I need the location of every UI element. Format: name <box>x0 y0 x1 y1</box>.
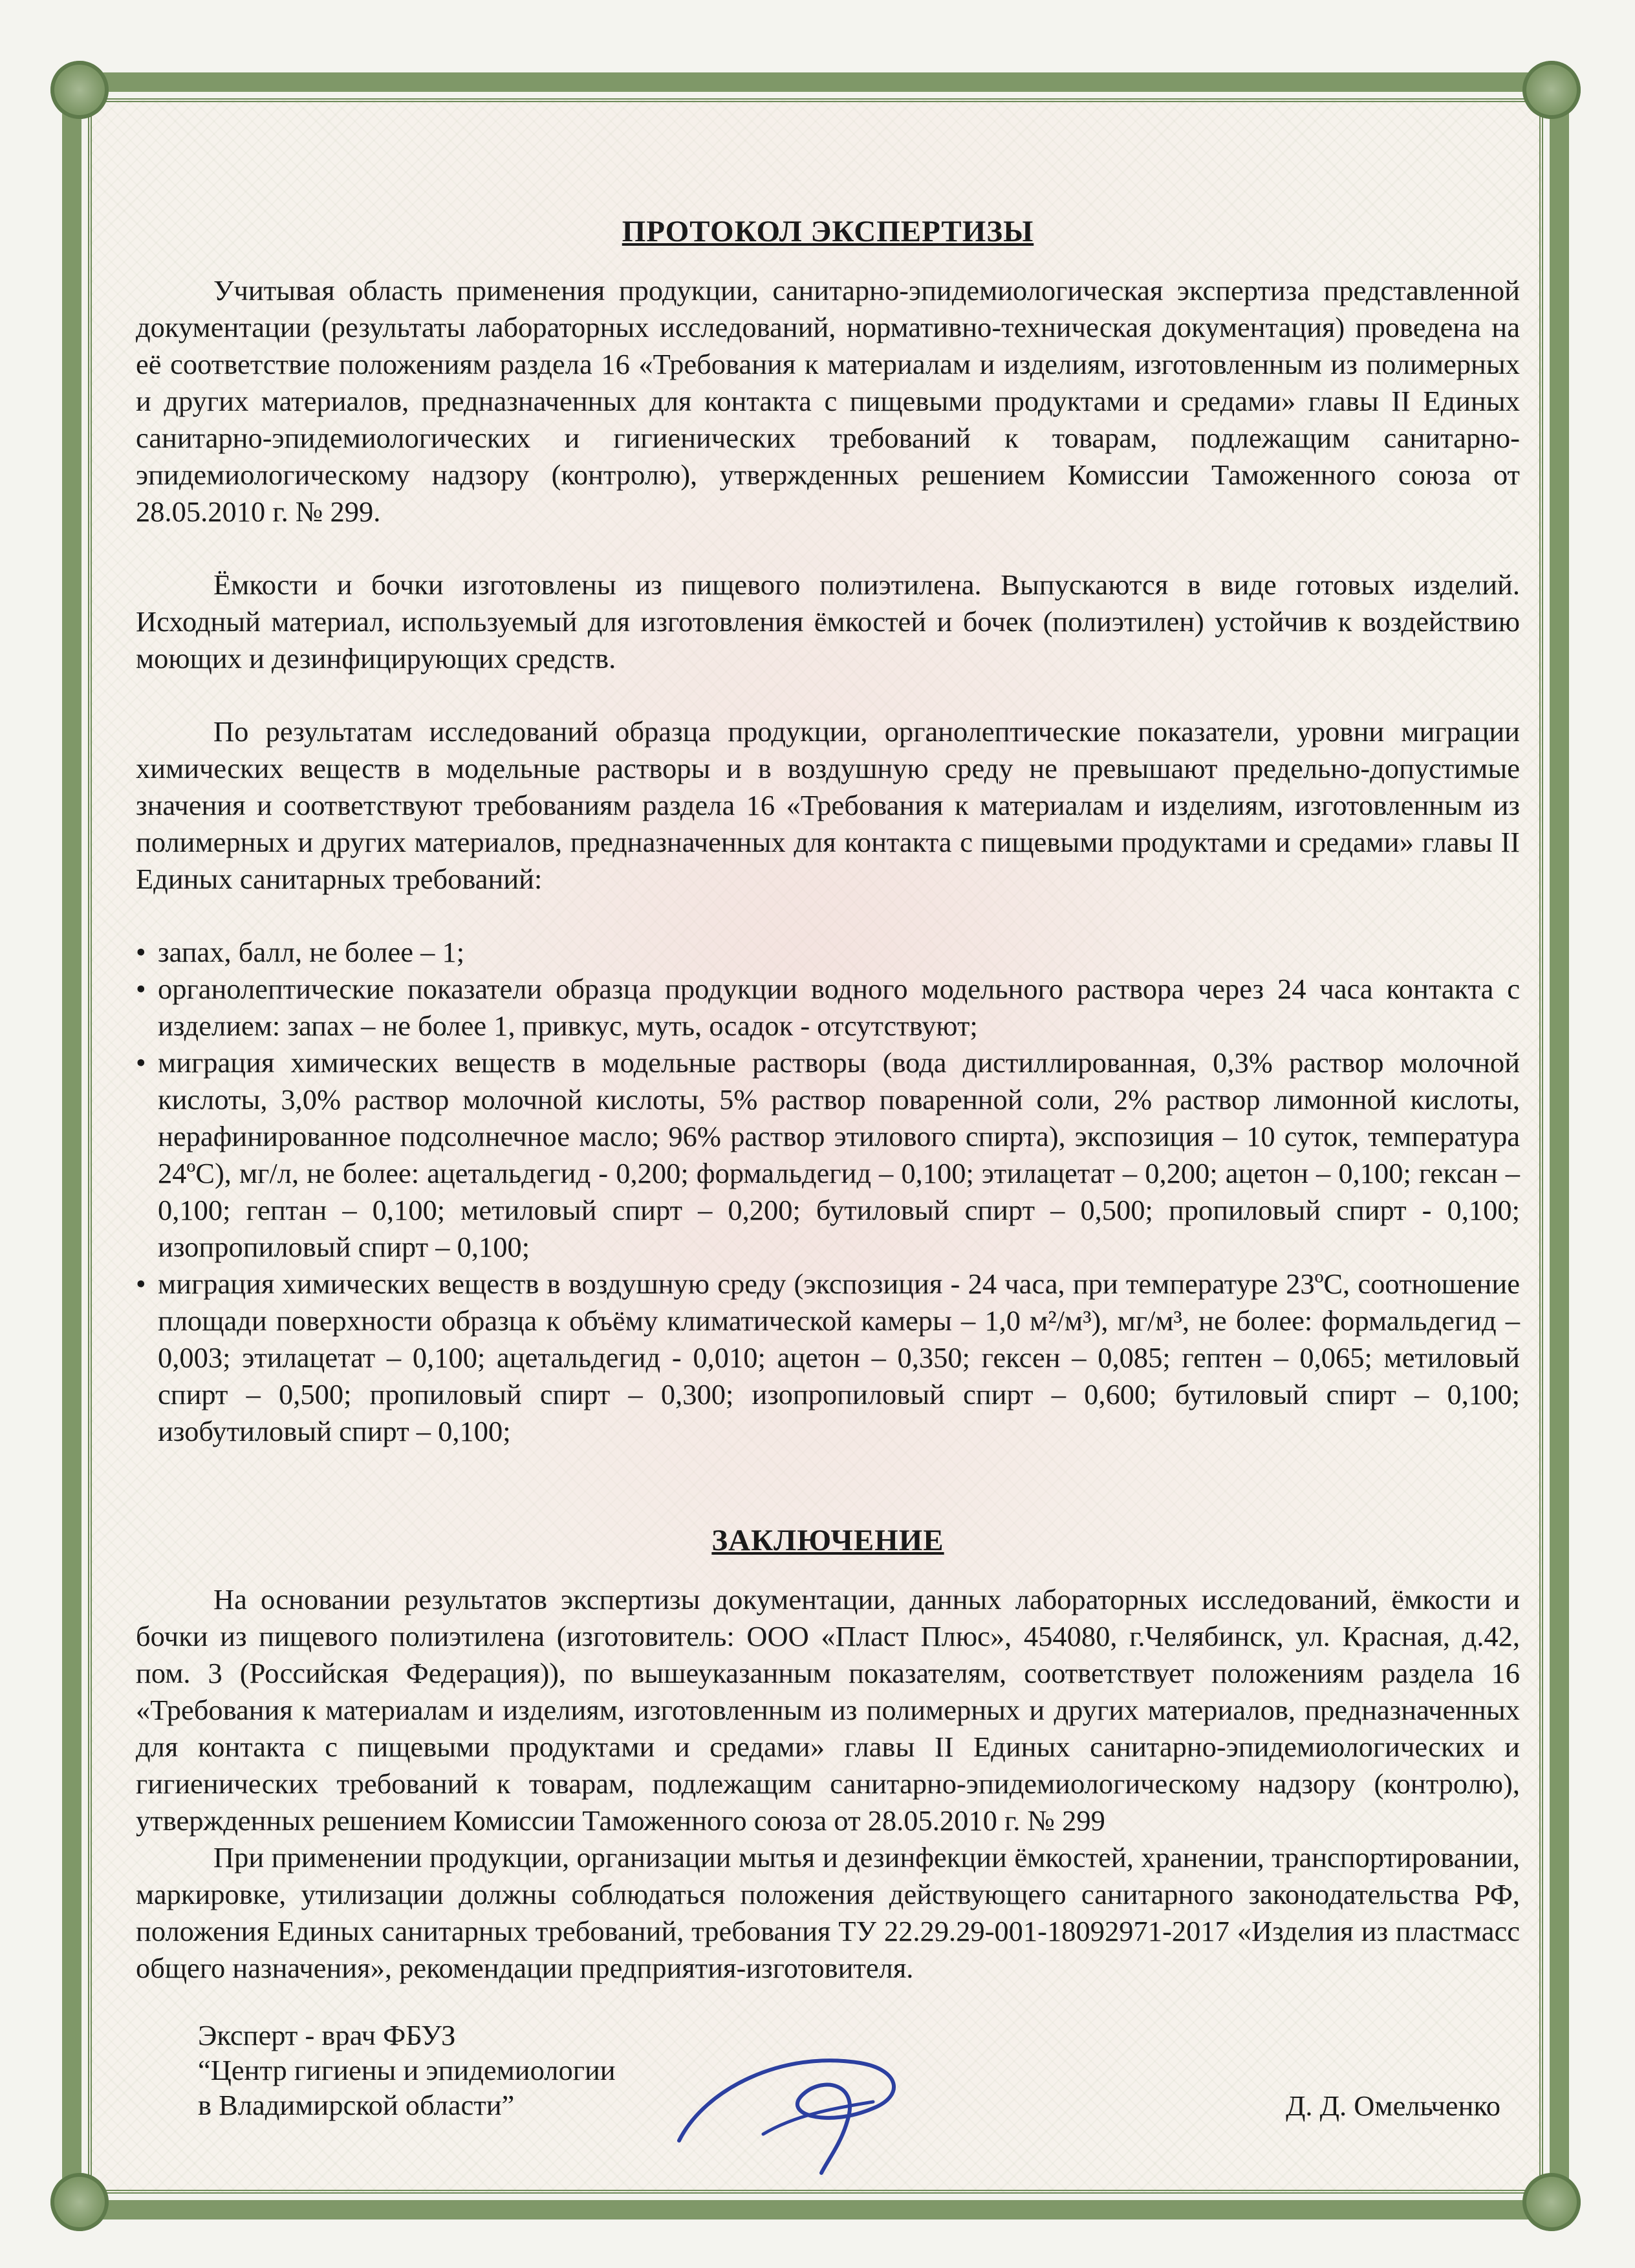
signature-block <box>136 2018 1520 2173</box>
expert-region: в Владимирской области” <box>198 2089 515 2121</box>
list-item: • миграция химических веществ в модельные растворы (вода дистиллированная, 0,3% раствор молочной кислоты, 3,0% раствор молочной кислоты, 5% раствор поваренной соли, 2% раствор лимонной кислоты, нерафинированное подсолнечное масло; 96% раствор этилового спирта), экспозиция – 10 суток, температура 24ºС), мг/л, не более: ацетальдегид - 0,200; формальдегид – 0,100; этилацетат – 0,200; ацетон – 0,100; гексан – 0,100; гептан – 0,100; метиловый спирт – 0,200; бутиловый спирт – 0,500; пропиловый спирт - 0,100; изопропиловый спирт – 0,100; <box>136 1044 1520 1266</box>
protocol-paragraph: Ёмкости и бочки изготовлены из пищевого полиэтилена. Выпускаются в виде готовых изделий. Исходный материал, используемый для изготовления ёмкостей и бочек (полиэтилен) устойчив к воздействию моющих и дезинфицирующих средств. <box>136 568 1520 675</box>
corner-ornament-icon <box>1522 61 1581 119</box>
document-body <box>136 213 1520 2173</box>
corner-ornament-icon <box>1522 2173 1581 2231</box>
corner-ornament-icon <box>50 61 109 119</box>
conclusion-paragraph: На основании результатов экспертизы документации, данных лабораторных исследований, ёмкости и бочки из пищевого полиэтилена (изготовитель: ООО «Пласт Плюс», 454080, г.Челябинск, ул. Красная, д.42, пом. 3 (Российская Федерация)), по вышеуказанным показателям, соответствует положениям раздела 16 «Требования к материалам и изделиям, изготовленным из полимерных и других материалов, предназначенных для контакта с пищевыми продуктами и средами» главы II Единых санитарно-эпидемиологических и гигиенических требований к товарам, подлежащим санитарно-эпидемиологическому надзору (контролю), утвержденных решением Комиссии Таможенного союза от 28.05.2010 г. № 299 <box>136 1583 1520 1837</box>
corner-ornament-icon <box>50 2173 109 2231</box>
requirements-list <box>136 934 1520 1450</box>
list-item: • миграция химических веществ в воздушную среду (экспозиция - 24 часа, при температуре 23ºС, соотношение площади поверхности образца к объёму климатической камеры – 1,0 м²/м³), мг/м³, не более: формальдегид – 0,003; этилацетат – 0,100; ацетальдегид - 0,010; ацетон – 0,350; гексен – 0,085; гептен – 0,065; метиловый спирт – 0,500; пропиловый спирт – 0,300; изопропиловый спирт – 0,600; бутиловый спирт – 0,100; изобутиловый спирт – 0,100; <box>136 1266 1520 1450</box>
conclusion-title: ЗАКЛЮЧЕНИЕ <box>711 1524 944 1557</box>
expert-name: Д. Д. Омельченко <box>1286 2090 1500 2122</box>
conclusion-paragraph: При применении продукции, организации мытья и дезинфекции ёмкостей, хранении, транспортировании, маркировке, утилизации должны соблюдаться положения действующего санитарного законодательства РФ, положения Единых санитарных требований, требования ТУ 22.29.29-001-18092971-2017 «Изделия из пластмасс общего назначения», рекомендации предприятия-изготовителя. <box>136 1841 1520 1984</box>
expert-title: Эксперт - врач ФБУЗ <box>198 2019 456 2051</box>
protocol-paragraph: По результатам исследований образца продукции, органолептические показатели, уровни миграции химических веществ в модельные растворы и в воздушную среду не превышают предельно-допустимые значения и соответствуют требованиям раздела 16 «Требования к материалам и изделиям, изготовленным из полимерных и других материалов, предназначенных для контакта с пищевыми продуктами и средами» главы II Единых санитарных требований: <box>136 715 1520 895</box>
list-item: • запах, балл, не более – 1; <box>136 934 1520 971</box>
protocol-paragraph: Учитывая область применения продукции, санитарно-эпидемиологическая экспертиза представленной документации (результаты лабораторных исследований, нормативно-техническая документация) проведена на её соответствие положениям раздела 16 «Требования к материалам и изделиям, изготовленным из полимерных и других материалов, предназначенных для контакта с пищевыми продуктами и средами» главы II Единых санитарно-эпидемиологических и гигиенических требований к товарам, подлежащим санитарно-эпидемиологическому надзору (контролю), утвержденных решением Комиссии Таможенного союза от 28.05.2010 г. № 299. <box>136 274 1520 528</box>
list-item: • органолептические показатели образца продукции водного модельного раствора через 24 часа контакта с изделием: запах – не более 1, привкус, муть, осадок - отсутствуют; <box>136 971 1520 1044</box>
protocol-title: ПРОТОКОЛ ЭКСПЕРТИЗЫ <box>622 215 1034 248</box>
handwritten-signature <box>666 2037 938 2179</box>
expert-organization: “Центр гигиены и эпидемиологии <box>198 2054 616 2086</box>
